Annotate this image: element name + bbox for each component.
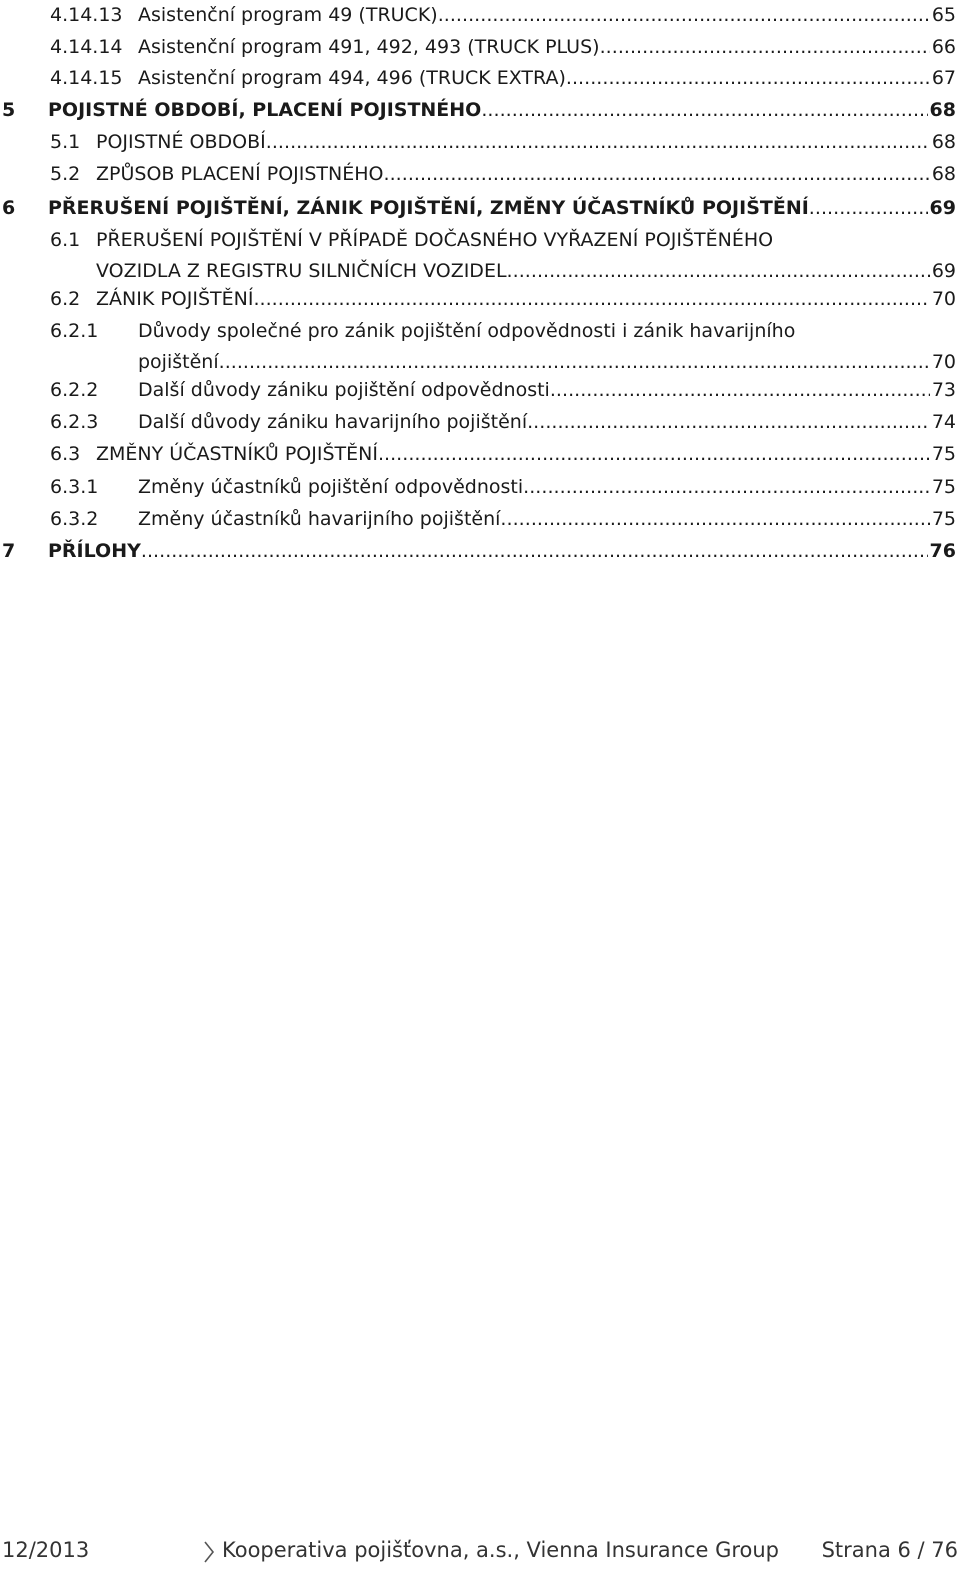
toc-entry-title: Asistenční program 491, 492, 493 (TRUCK PLUS) bbox=[138, 36, 600, 58]
toc-dot-leader bbox=[384, 162, 930, 186]
toc-page-number: 75 bbox=[931, 443, 956, 465]
toc-page-number: 75 bbox=[931, 508, 956, 530]
toc-entry-title: Asistenční program 494, 496 (TRUCK EXTRA) bbox=[138, 67, 566, 89]
toc-entry-number: 6.2.2 bbox=[50, 379, 99, 401]
toc-entry-number: 6.2 bbox=[50, 288, 81, 310]
toc-page-number: 66 bbox=[931, 36, 956, 58]
toc-dot-leader bbox=[219, 350, 930, 374]
toc-entry-title: pojištění bbox=[138, 351, 219, 373]
toc-dot-leader bbox=[438, 3, 930, 27]
toc-entry[interactable] bbox=[0, 475, 956, 506]
toc-page-number: 70 bbox=[931, 351, 956, 373]
toc-entry-title: Další důvody zániku havarijního pojištění bbox=[138, 411, 528, 433]
toc-entry-number: 6.1 bbox=[50, 229, 81, 251]
chevron-right-icon bbox=[203, 1540, 215, 1569]
toc-dot-leader bbox=[523, 475, 930, 499]
toc-entry-title: PŘÍLOHY bbox=[48, 540, 141, 562]
toc-page-number: 70 bbox=[931, 288, 956, 310]
toc-page-number: 75 bbox=[931, 476, 956, 498]
footer-company: Kooperativa pojišťovna, a.s., Vienna Insurance Group bbox=[222, 1538, 780, 1562]
toc-entry-title: ZÁNIK POJIŠTĚNÍ bbox=[96, 288, 254, 310]
toc-dot-leader bbox=[507, 259, 930, 283]
toc-entry-title: Asistenční program 49 (TRUCK) bbox=[138, 4, 438, 26]
toc-page-number: 68 bbox=[931, 131, 956, 153]
toc-entry[interactable] bbox=[0, 442, 956, 473]
toc-entry-number: 4.14.15 bbox=[50, 67, 123, 89]
toc-entry[interactable] bbox=[0, 287, 956, 318]
toc-page-number: 69 bbox=[931, 260, 956, 282]
toc-page-number: 76 bbox=[929, 540, 956, 562]
toc-entry-title: POJISTNÉ OBDOBÍ bbox=[96, 131, 266, 153]
toc-entry-number: 6.3.2 bbox=[50, 508, 99, 530]
toc-entry-title: ZMĚNY ÚČASTNÍKŮ POJIŠTĚNÍ bbox=[96, 443, 378, 465]
toc-page-number: 65 bbox=[931, 4, 956, 26]
toc-dot-leader bbox=[550, 378, 930, 402]
toc-entry-title: POJISTNÉ OBDOBÍ, PLACENÍ POJISTNÉHO bbox=[48, 99, 482, 121]
toc-entry-title: ZPŮSOB PLACENÍ POJISTNÉHO bbox=[96, 163, 384, 185]
page-footer bbox=[0, 1538, 960, 1568]
toc-entry-title: Změny účastníků havarijního pojištění bbox=[138, 508, 501, 530]
toc-entry[interactable] bbox=[0, 35, 956, 66]
toc-entry-title: PŘERUŠENÍ POJIŠTĚNÍ, ZÁNIK POJIŠTĚNÍ, ZMĚNY ÚČASTNÍKŮ POJIŠTĚNÍ bbox=[48, 197, 809, 219]
toc-entry-number: 5.2 bbox=[50, 163, 81, 185]
toc-entry[interactable] bbox=[0, 3, 956, 34]
toc-entry-number: 7 bbox=[2, 540, 16, 562]
toc-dot-leader bbox=[266, 130, 930, 154]
toc-page-number: 69 bbox=[929, 197, 956, 219]
toc-entry-title: PŘERUŠENÍ POJIŠTĚNÍ V PŘÍPADĚ DOČASNÉHO VYŘAZENÍ POJIŠTĚNÉHO bbox=[96, 229, 774, 251]
toc-page-number: 74 bbox=[931, 411, 956, 433]
toc-entry[interactable] bbox=[0, 539, 956, 570]
toc-entry-title: Změny účastníků pojištění odpovědnosti bbox=[138, 476, 524, 498]
toc-entry-title: Další důvody zániku pojištění odpovědnosti bbox=[138, 379, 550, 401]
toc-dot-leader bbox=[481, 98, 927, 122]
toc-entry-number: 6.2.3 bbox=[50, 411, 99, 433]
toc-dot-leader bbox=[500, 507, 929, 531]
toc-entry[interactable] bbox=[0, 196, 956, 227]
toc-dot-leader bbox=[566, 66, 930, 90]
toc-page-number: 68 bbox=[929, 99, 956, 121]
toc-entry-number: 6.2.1 bbox=[50, 320, 99, 342]
toc-entry[interactable] bbox=[0, 162, 956, 193]
footer-date: 12/2013 bbox=[2, 1538, 90, 1562]
toc-entry[interactable] bbox=[0, 228, 956, 290]
toc-entry[interactable] bbox=[0, 130, 956, 161]
toc-entry[interactable] bbox=[0, 98, 956, 129]
toc-dot-leader bbox=[378, 442, 930, 466]
toc-entry-number: 4.14.13 bbox=[50, 4, 123, 26]
toc-entry-number: 5.1 bbox=[50, 131, 81, 153]
toc-dot-leader bbox=[141, 539, 928, 563]
toc-page-number: 67 bbox=[931, 67, 956, 89]
toc-dot-leader bbox=[253, 287, 929, 311]
toc-entry[interactable] bbox=[0, 319, 956, 381]
toc-entry[interactable] bbox=[0, 66, 956, 97]
toc-entry-number: 6.3.1 bbox=[50, 476, 99, 498]
toc-dot-leader bbox=[527, 410, 930, 434]
toc-entry-title: VOZIDLA Z REGISTRU SILNIČNÍCH VOZIDEL bbox=[96, 260, 507, 282]
toc-entry-number: 5 bbox=[2, 99, 16, 121]
toc-entry-title: Důvody společné pro zánik pojištění odpovědnosti i zánik havarijního bbox=[138, 320, 796, 342]
toc-entry-number: 6 bbox=[2, 197, 16, 219]
toc-entry[interactable] bbox=[0, 507, 956, 538]
toc-entry[interactable] bbox=[0, 378, 956, 409]
footer-page-number: Strana 6 / 76 bbox=[821, 1538, 958, 1562]
toc-page-number: 68 bbox=[931, 163, 956, 185]
toc-dot-leader bbox=[600, 35, 930, 59]
toc-entry[interactable] bbox=[0, 410, 956, 441]
toc-entry-number: 6.3 bbox=[50, 443, 81, 465]
toc-dot-leader bbox=[809, 196, 928, 220]
toc-entry-number: 4.14.14 bbox=[50, 36, 123, 58]
toc-page-number: 73 bbox=[931, 379, 956, 401]
